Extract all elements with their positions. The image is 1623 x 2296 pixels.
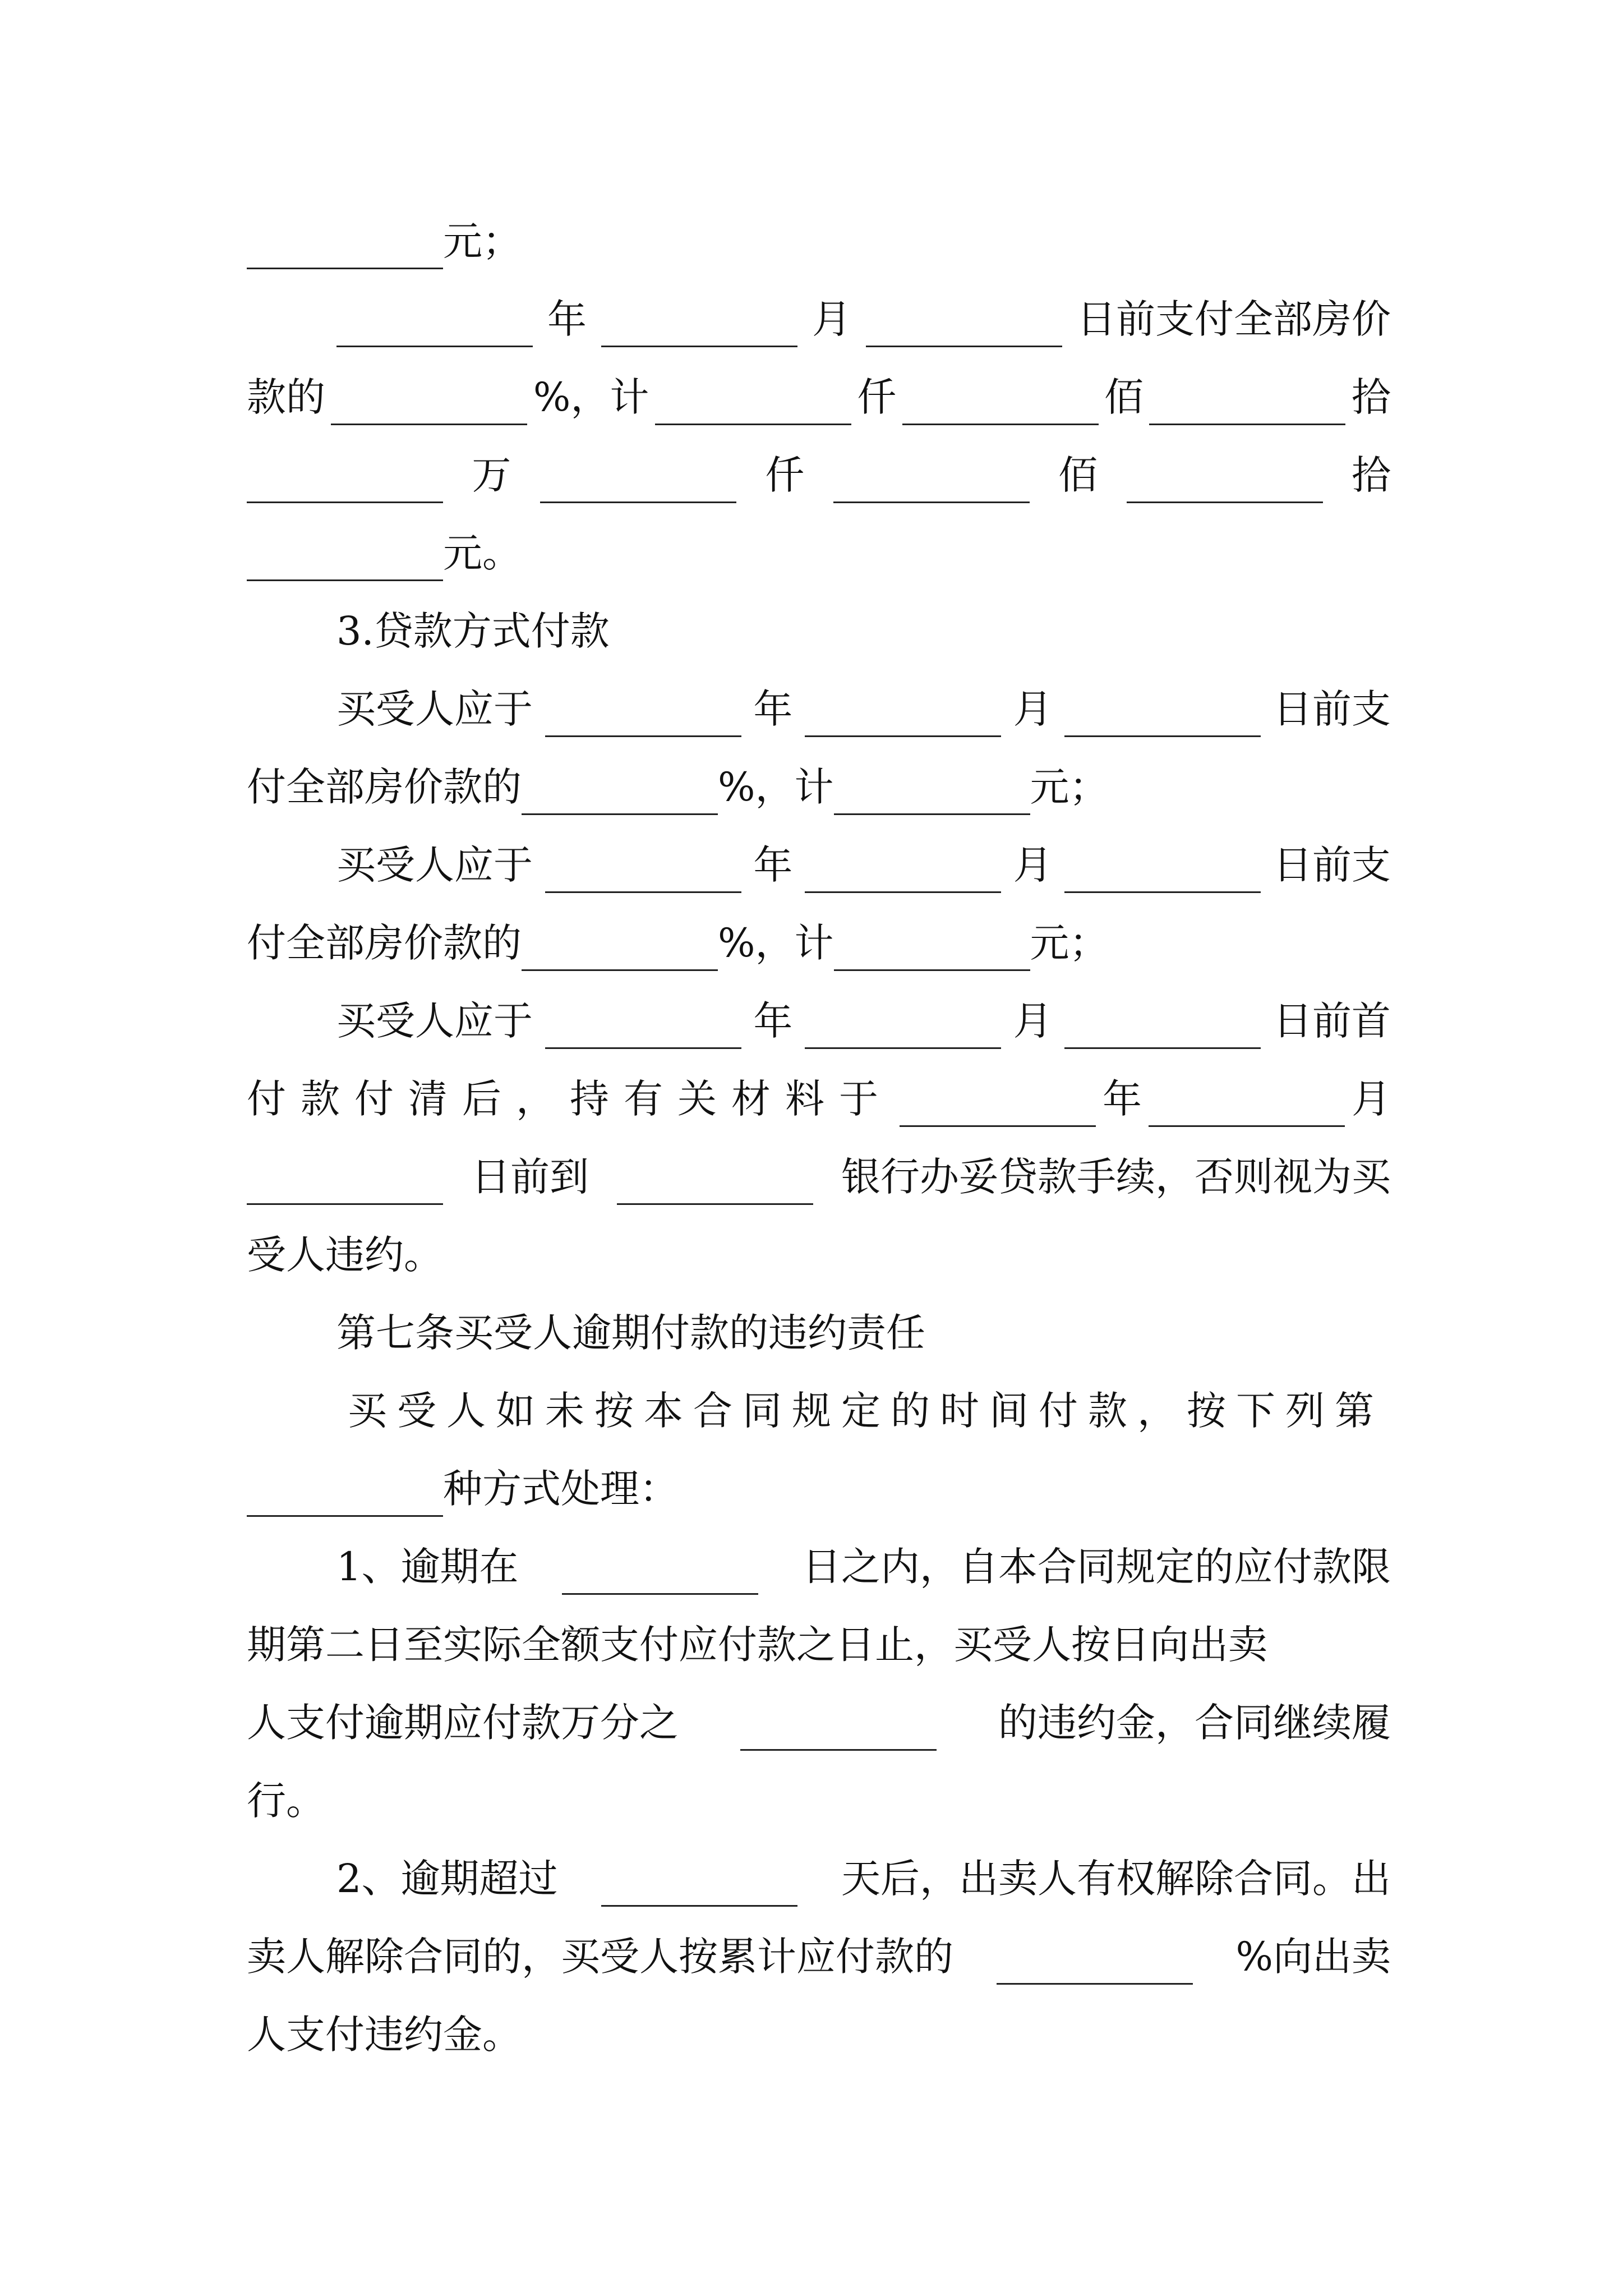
- text-line: [336, 993, 1391, 1049]
- text-line: [247, 759, 1391, 815]
- text-segment: 月: [1013, 842, 1053, 888]
- text-segment: 元；: [443, 218, 522, 264]
- text-line: [336, 681, 1391, 737]
- text-segment: 日之内，自本合同规定的应付款限: [801, 1544, 1391, 1590]
- fill-blank[interactable]: [997, 1943, 1193, 1985]
- text-line: [247, 525, 1391, 581]
- text-segment: 元；: [1030, 920, 1109, 966]
- text-segment: 月: [1013, 998, 1053, 1044]
- fill-blank[interactable]: [617, 1163, 813, 1205]
- fill-blank[interactable]: [601, 305, 797, 347]
- fill-blank[interactable]: [805, 695, 1001, 737]
- fill-blank[interactable]: [1127, 461, 1323, 503]
- text-line: [247, 1461, 1391, 1517]
- section-heading: [336, 603, 1391, 659]
- text-line: [247, 447, 1391, 503]
- fill-blank[interactable]: [522, 929, 718, 971]
- text-segment: 受人违约。: [247, 1232, 443, 1278]
- text-line: [247, 1149, 1391, 1205]
- text-segment: 日前首: [1272, 998, 1391, 1044]
- text-segment: 2、逾期超过: [336, 1856, 558, 1902]
- fill-blank[interactable]: [834, 929, 1030, 971]
- text-segment: 佰: [1058, 452, 1098, 498]
- text-segment: 付款付清后，持有关材料于: [247, 1076, 893, 1122]
- text-segment: 行。: [247, 1778, 325, 1824]
- text-segment: 3.贷款方式付款: [336, 608, 610, 654]
- text-segment: 月: [812, 296, 851, 342]
- text-line: [247, 213, 1391, 269]
- text-segment: 拾: [1351, 374, 1391, 420]
- fill-blank[interactable]: [805, 1007, 1001, 1049]
- fill-blank[interactable]: [331, 383, 527, 425]
- fill-blank[interactable]: [833, 461, 1030, 503]
- text-line: [336, 1539, 1391, 1595]
- text-segment: 买受人如未按本合同规定的时间付款，按下列第: [348, 1388, 1384, 1434]
- text-line: [247, 369, 1391, 425]
- text-line: [336, 291, 1391, 347]
- text-line: [247, 1227, 1391, 1283]
- text-line: [247, 1071, 1391, 1127]
- text-line: [336, 837, 1391, 893]
- fill-blank[interactable]: [247, 1475, 443, 1517]
- text-segment: 日前支: [1272, 686, 1391, 732]
- fill-blank[interactable]: [655, 383, 851, 425]
- fill-blank[interactable]: [562, 1553, 758, 1595]
- text-segment: %向出卖: [1235, 1934, 1391, 1980]
- text-segment: 仟: [765, 452, 805, 498]
- fill-blank[interactable]: [1149, 1085, 1345, 1127]
- text-segment: 种方式处理：: [443, 1466, 679, 1512]
- fill-blank[interactable]: [1064, 1007, 1261, 1049]
- text-segment: 款的: [247, 374, 325, 420]
- text-line: [247, 1695, 1391, 1751]
- fill-blank[interactable]: [866, 305, 1062, 347]
- fill-blank[interactable]: [545, 851, 741, 893]
- fill-blank[interactable]: [1064, 695, 1261, 737]
- text-segment: 付全部房价款的: [247, 764, 522, 810]
- text-segment: 元。: [443, 530, 522, 576]
- fill-blank[interactable]: [247, 227, 443, 269]
- text-line: [247, 915, 1391, 971]
- text-segment: 天后，出卖人有权解除合同。出: [841, 1856, 1391, 1902]
- section-heading: [336, 1305, 1391, 1361]
- fill-blank[interactable]: [1149, 383, 1345, 425]
- text-segment: 年: [753, 998, 793, 1044]
- fill-blank[interactable]: [740, 1709, 937, 1751]
- fill-blank[interactable]: [540, 461, 736, 503]
- text-segment: 付全部房价款的: [247, 920, 522, 966]
- fill-blank[interactable]: [545, 1007, 741, 1049]
- text-segment: 拾: [1351, 452, 1391, 498]
- text-segment: 万: [472, 452, 511, 498]
- fill-blank[interactable]: [247, 539, 443, 581]
- text-line: [348, 1383, 1391, 1439]
- text-segment: 买受人应于: [336, 842, 533, 888]
- fill-blank[interactable]: [1064, 851, 1261, 893]
- text-segment: 日前支付全部房价: [1077, 296, 1391, 342]
- fill-blank[interactable]: [834, 773, 1030, 815]
- text-line: [336, 1851, 1391, 1907]
- text-segment: 日前支: [1272, 842, 1391, 888]
- fill-blank[interactable]: [247, 461, 443, 503]
- text-segment: 银行办妥贷款手续，否则视为买: [841, 1154, 1391, 1200]
- text-segment: 元；: [1030, 764, 1109, 810]
- text-segment: 年: [753, 842, 793, 888]
- text-segment: 买受人应于: [336, 998, 533, 1044]
- fill-blank[interactable]: [902, 383, 1099, 425]
- text-line: [247, 1929, 1391, 1985]
- fill-blank[interactable]: [601, 1865, 797, 1907]
- text-segment: 月: [1352, 1076, 1391, 1122]
- text-segment: 年: [1103, 1076, 1142, 1122]
- text-segment: 月: [1013, 686, 1053, 732]
- fill-blank[interactable]: [336, 305, 533, 347]
- fill-blank[interactable]: [900, 1085, 1096, 1127]
- text-segment: 仟: [857, 374, 897, 420]
- text-segment: 人支付逾期应付款万分之: [247, 1700, 679, 1746]
- text-segment: %，计: [718, 764, 834, 810]
- text-segment: 的违约金，合同继续履: [998, 1700, 1391, 1746]
- text-segment: 买受人应于: [336, 686, 533, 732]
- text-segment: 第七条买受人逾期付款的违约责任: [336, 1310, 925, 1356]
- text-segment: 年: [547, 296, 587, 342]
- text-line: [247, 1617, 1391, 1673]
- fill-blank[interactable]: [805, 851, 1001, 893]
- fill-blank[interactable]: [247, 1163, 443, 1205]
- text-segment: %，计: [533, 374, 649, 420]
- text-line: [247, 2007, 1391, 2063]
- text-line: [247, 1773, 1391, 1829]
- text-segment: %，计: [718, 920, 834, 966]
- fill-blank[interactable]: [522, 773, 718, 815]
- text-segment: 期第二日至实际全额支付应付款之日止，买受人按日向出卖: [247, 1622, 1267, 1668]
- text-segment: 1、逾期在: [336, 1544, 519, 1590]
- text-segment: 卖人解除合同的，买受人按累计应付款的: [247, 1934, 953, 1980]
- text-segment: 佰: [1104, 374, 1144, 420]
- text-segment: 日前到: [471, 1154, 589, 1200]
- text-segment: 人支付违约金。: [247, 2012, 522, 2058]
- fill-blank[interactable]: [545, 695, 741, 737]
- text-segment: 年: [753, 686, 793, 732]
